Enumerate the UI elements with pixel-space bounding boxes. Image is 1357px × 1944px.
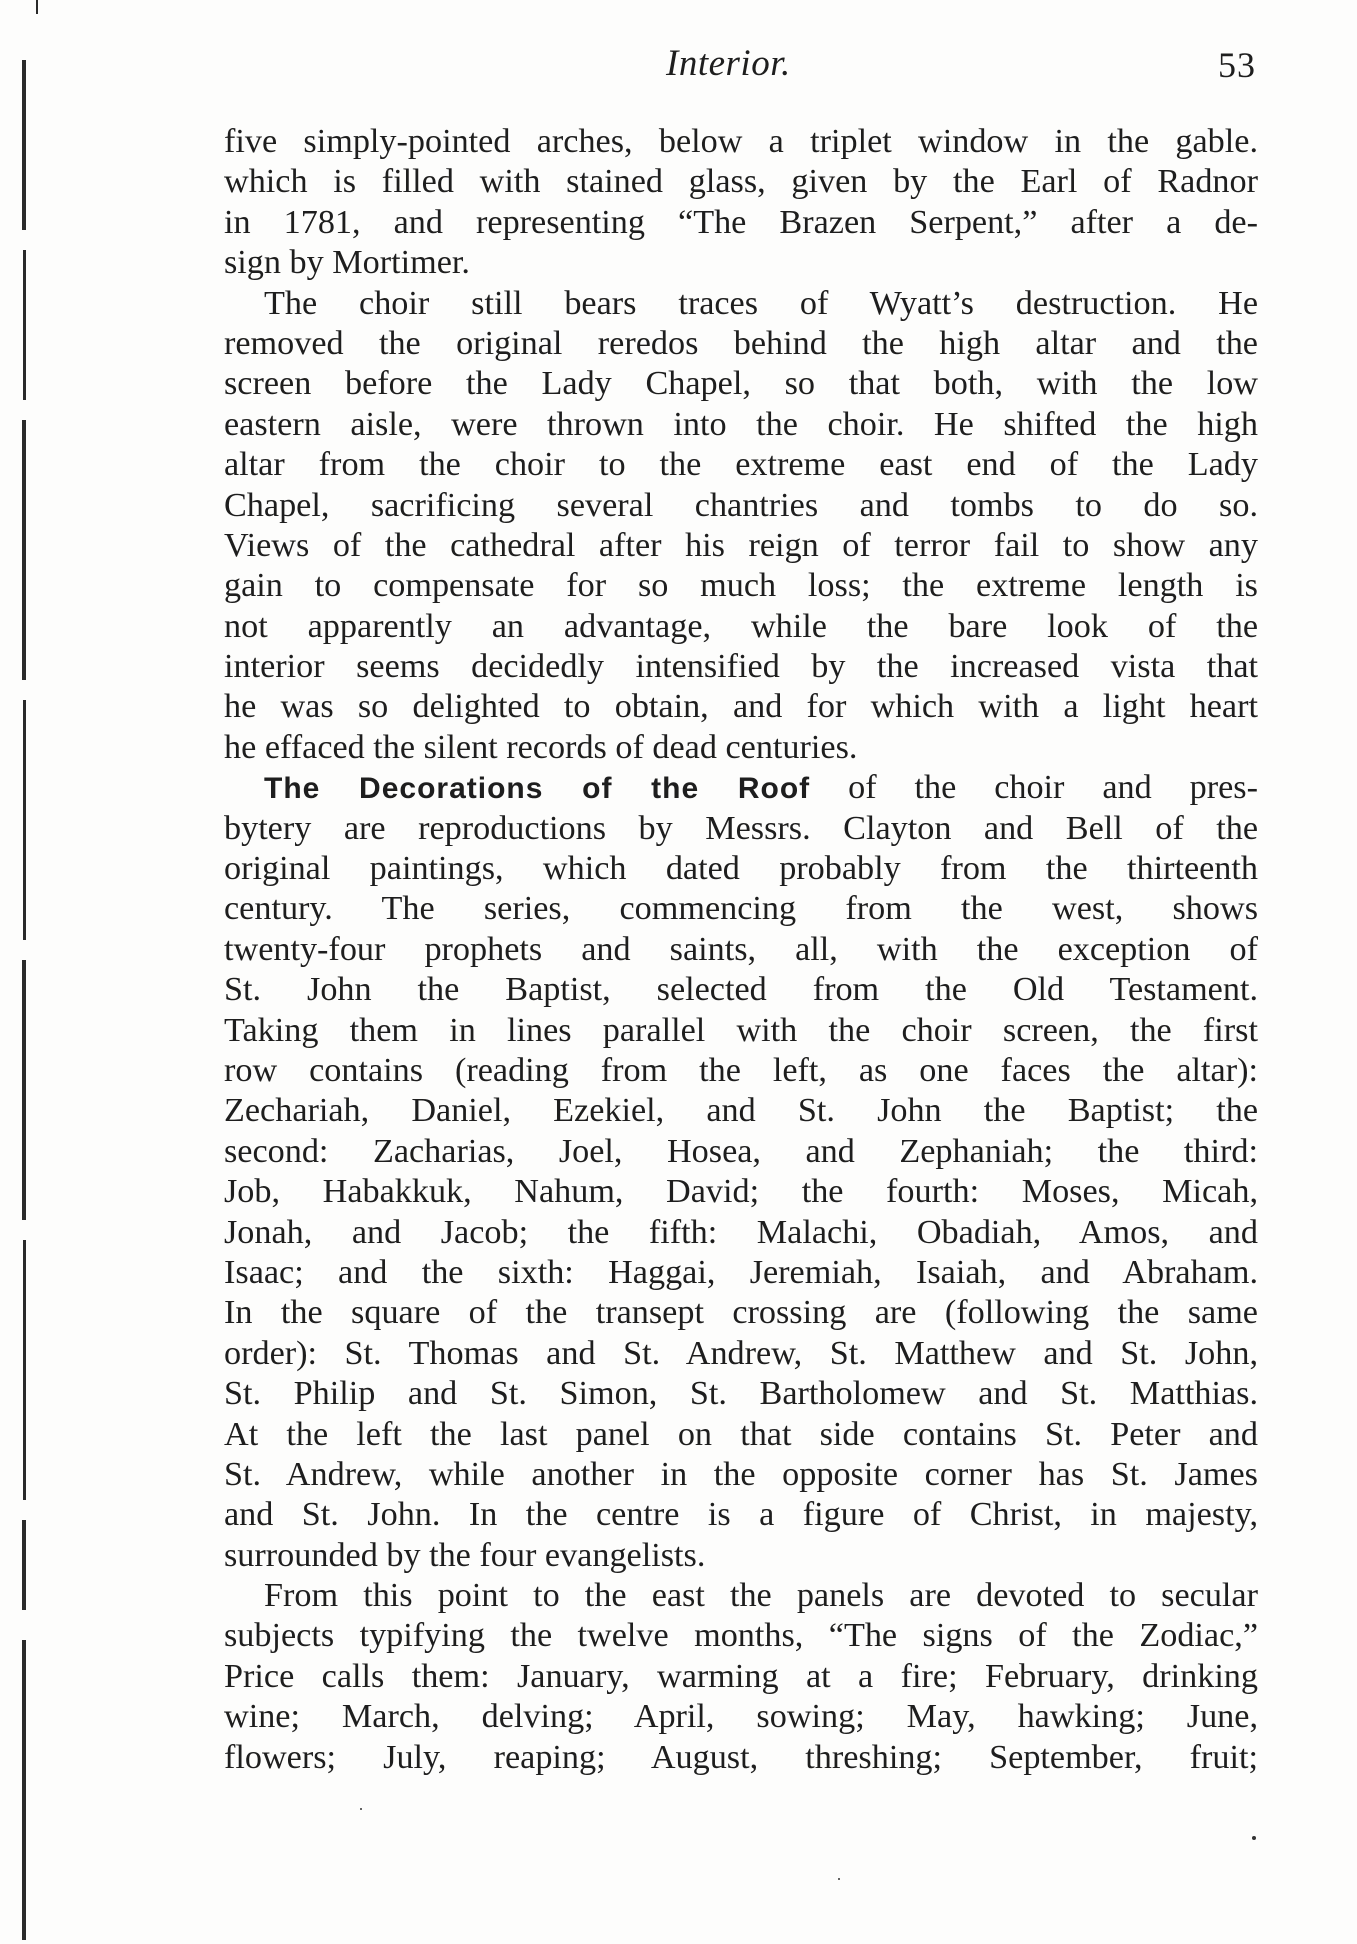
text-line: which is filled with stained glass, given by the Earl of Radnor — [224, 163, 1258, 201]
text-line: St. John the Baptist, selected from the Old Testament. — [224, 971, 1258, 1009]
text-line: in 1781, and representing “The Brazen Serpent,” after a de- — [224, 203, 1258, 241]
text-line: flowers; July, reaping; August, threshing; September, fruit; — [224, 1738, 1258, 1776]
text-line: gain to compensate for so much loss; the extreme length is — [224, 567, 1258, 605]
text-line: wine; March, delving; April, sowing; May, hawking; June, — [224, 1698, 1258, 1736]
text-line: In the square of the transept crossing are (following the same — [224, 1294, 1258, 1332]
text-line — [224, 768, 1258, 808]
text-line: subjects typifying the twelve months, “The signs of the Zodiac,” — [224, 1617, 1258, 1655]
text-line: Taking them in lines parallel with the choir screen, the first — [224, 1011, 1258, 1049]
text-line: screen before the Lady Chapel, so that both, with the low — [224, 365, 1258, 403]
text-line: The choir still bears traces of Wyatt’s destruction. He — [264, 284, 1258, 322]
text-line: he effaced the silent records of dead centuries. — [224, 728, 858, 766]
text-line: St. Andrew, while another in the opposite corner has St. James — [224, 1455, 1258, 1493]
text-line: row contains (reading from the left, as one faces the altar): — [224, 1051, 1258, 1089]
text-line: sign by Mortimer. — [224, 244, 470, 282]
text-line: he was so delighted to obtain, and for which with a light heart — [224, 688, 1258, 726]
paragraph-3 — [224, 768, 1258, 1576]
ink-speck — [838, 1878, 840, 1880]
text-line: Price calls them: January, warming at a fire; February, drinking — [224, 1657, 1258, 1695]
scan-binding-edge — [22, 0, 28, 1944]
text-line: St. Philip and St. Simon, St. Bartholomew and St. Matthias. — [224, 1375, 1258, 1413]
text-line: Jonah, and Jacob; the fifth: Malachi, Obadiah, Amos, and — [224, 1213, 1258, 1251]
ink-speck — [360, 1808, 362, 1810]
text-line: From this point to the east the panels are devoted to secular — [264, 1577, 1258, 1615]
text-line: Job, Habakkuk, Nahum, David; the fourth: Moses, Micah, — [224, 1173, 1258, 1211]
paragraph-4 — [224, 1576, 1258, 1778]
running-header — [226, 42, 1256, 92]
paragraph-1 — [224, 122, 1258, 284]
paragraph-2 — [224, 284, 1258, 769]
ink-speck — [1252, 1836, 1256, 1840]
body-text — [224, 122, 1258, 1778]
text-line: interior seems decidedly intensified by the increased vista that — [224, 648, 1258, 686]
text-line: Views of the cathedral after his reign of terror fail to show any — [224, 526, 1258, 564]
text-line: Chapel, sacrificing several chantries and tombs to do so. — [224, 486, 1258, 524]
text-line: removed the original reredos behind the high altar and the — [224, 324, 1258, 362]
text-line: altar from the choir to the extreme east end of the Lady — [224, 446, 1258, 484]
text-line: second: Zacharias, Joel, Hosea, and Zephaniah; the third: — [224, 1132, 1258, 1170]
text-line: At the left the last panel on that side contains St. Peter and — [224, 1415, 1258, 1453]
text-line: eastern aisle, were thrown into the choir. He shifted the high — [224, 405, 1258, 443]
text-line: original paintings, which dated probably from the thirteenth — [224, 850, 1258, 888]
text-line: century. The series, commencing from the west, shows — [224, 890, 1258, 928]
section-heading: The Decorations of the Roof — [264, 772, 811, 806]
text-line: not apparently an advantage, while the bare look of the — [224, 607, 1258, 645]
text-line: order): St. Thomas and St. Andrew, St. Matthew and St. John, — [224, 1334, 1258, 1372]
page-number: 53 — [1218, 45, 1256, 85]
text-line: surrounded by the four evangelists. — [224, 1536, 706, 1574]
text-line: bytery are reproductions by Messrs. Clayton and Bell of the — [224, 809, 1258, 847]
text-line: Isaac; and the sixth: Haggai, Jeremiah, Isaiah, and Abraham. — [224, 1253, 1258, 1291]
text-line: Zechariah, Daniel, Ezekiel, and St. John the Baptist; the — [224, 1092, 1258, 1130]
running-title: Interior. — [666, 43, 791, 84]
text-line: twenty-four prophets and saints, all, with the exception of — [224, 930, 1258, 968]
heading-line-rest: of the choir and pres- — [810, 769, 1258, 807]
text-line: five simply-pointed arches, below a triplet window in the gable. — [224, 123, 1258, 160]
text-line: and St. John. In the centre is a figure of Christ, in majesty, — [224, 1496, 1258, 1534]
